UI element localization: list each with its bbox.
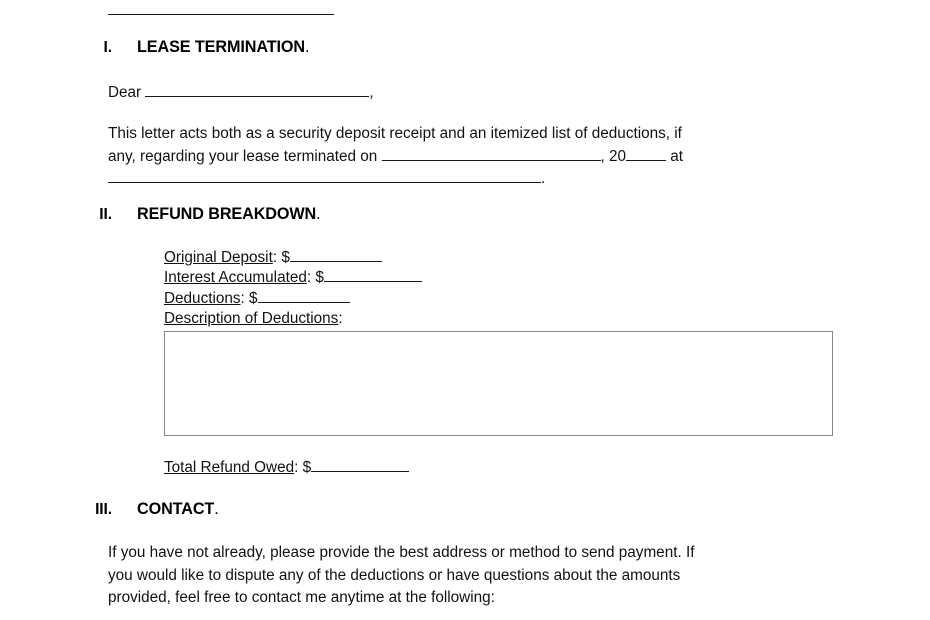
termination-location-blank[interactable] <box>108 169 541 183</box>
refund-item-label-deductions: Deductions <box>164 289 241 307</box>
paragraph-1-line-2-text-c: at <box>666 147 684 165</box>
section-heading-refund-breakdown <box>68 205 321 224</box>
refund-item-label-interest-accumulated: Interest Accumulated <box>164 269 307 287</box>
salutation-comma: , <box>369 84 374 101</box>
section-title-2: REFUND BREAKDOWN <box>137 205 317 223</box>
refund-item-blank-original-deposit[interactable] <box>290 249 382 262</box>
refund-item-label-description-of-deductions: Description of Deductions <box>164 310 339 328</box>
section-title-1: LEASE TERMINATION <box>137 38 305 56</box>
paragraph-lease-termination <box>108 123 832 191</box>
refund-breakdown-list <box>164 248 422 330</box>
total-refund-owed-blank[interactable] <box>311 459 409 472</box>
refund-item-description-of-deductions <box>164 309 422 329</box>
section-heading-contact <box>68 500 219 519</box>
refund-item-interest-accumulated <box>164 268 422 288</box>
termination-date-blank[interactable] <box>382 147 601 161</box>
refund-item-label-original-deposit: Original Deposit <box>164 249 273 266</box>
section-period-2: . <box>316 205 321 223</box>
section-title-3: CONTACT <box>137 500 215 518</box>
paragraph-1-line-3-period: . <box>541 170 546 187</box>
refund-item-separator-deductions: : $ <box>240 289 258 307</box>
refund-item-deductions <box>164 289 422 309</box>
total-refund-owed-label: Total Refund Owed <box>164 459 295 476</box>
description-of-deductions-box[interactable] <box>164 331 833 436</box>
salutation-word: Dear <box>108 84 142 101</box>
salutation-blank[interactable] <box>145 83 369 97</box>
paragraph-1-line-2 <box>108 146 832 169</box>
total-refund-owed-line <box>164 459 409 477</box>
top-blank-line <box>108 2 808 20</box>
paragraph-1-line-1: This letter acts both as a security deposit receipt and an itemized list of deductions, if <box>108 125 682 142</box>
paragraph-3-line-1: If you have not already, please provide the best address or method to send payment. If <box>108 544 695 561</box>
paragraph-3-line-3: provided, feel free to contact me anytime at the following: <box>108 589 495 606</box>
top-blank-rule <box>108 2 334 15</box>
paragraph-contact <box>108 542 824 610</box>
section-numeral-1: I. <box>103 39 112 56</box>
section-numeral-3: III. <box>95 501 112 518</box>
total-refund-owed-separator: : $ <box>294 459 312 476</box>
paragraph-1-line-3 <box>108 168 832 191</box>
section-period-1: . <box>304 38 310 56</box>
section-numeral-2: II. <box>99 206 112 223</box>
refund-item-original-deposit <box>164 248 422 268</box>
termination-year-blank[interactable] <box>626 147 666 161</box>
paragraph-3-line-2: you would like to dispute any of the deductions or have questions about the amounts <box>108 566 681 584</box>
refund-item-separator-description-of-deductions: : <box>338 310 343 328</box>
refund-item-blank-interest-accumulated[interactable] <box>324 269 422 282</box>
section-period-3: . <box>214 500 219 518</box>
salutation-line <box>108 82 832 105</box>
section-heading-lease-termination <box>68 38 309 57</box>
refund-item-separator-interest-accumulated: : $ <box>306 269 324 287</box>
paragraph-1-line-2-text-b: , 20 <box>600 147 627 165</box>
refund-item-blank-deductions[interactable] <box>258 290 350 303</box>
paragraph-1-line-2-text-a: any, regarding your lease terminated on <box>108 147 378 165</box>
refund-item-separator-original-deposit: : $ <box>272 249 290 266</box>
